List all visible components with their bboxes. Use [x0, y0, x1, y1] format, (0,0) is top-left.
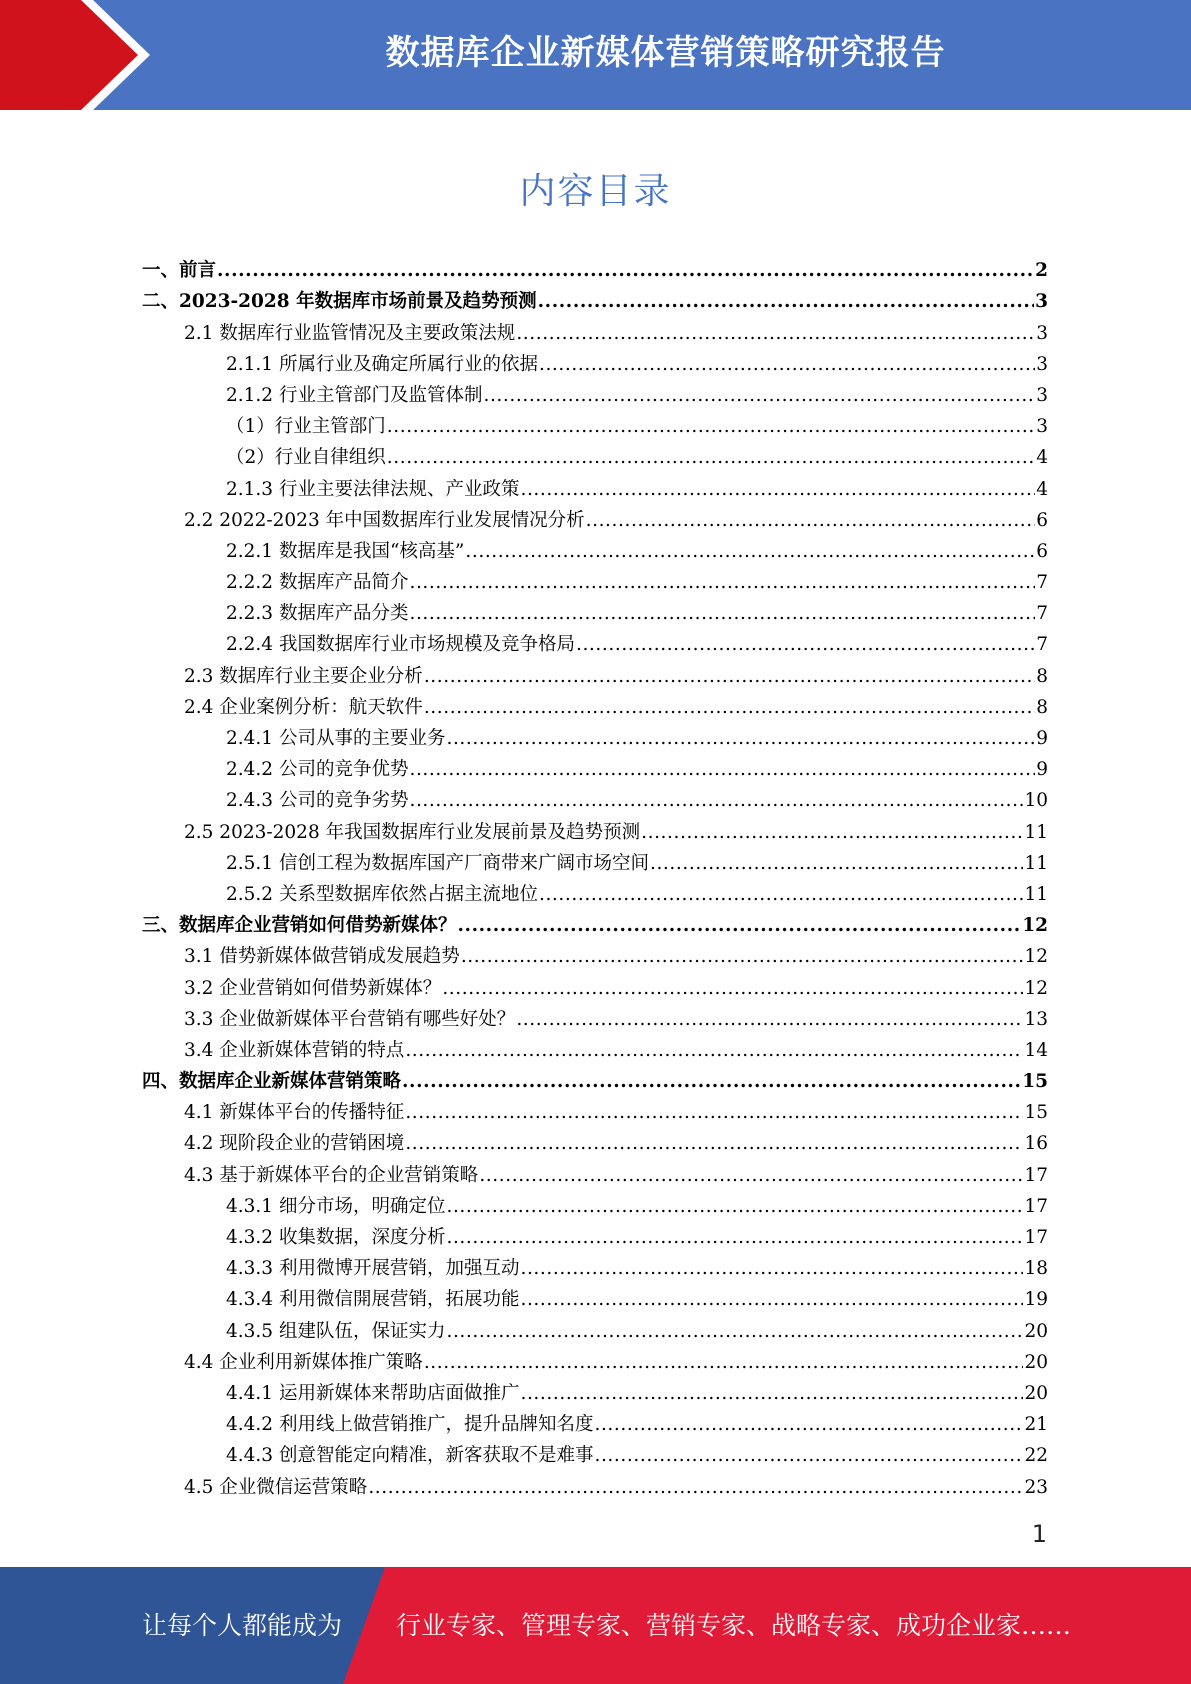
toc-entry-page: 12	[1022, 915, 1048, 937]
toc-entry-page: 21	[1024, 1414, 1048, 1436]
toc-entry-title: 二、2023-2028 年数据库市场前景及趋势预测	[142, 291, 537, 313]
report-title: 数据库企业新媒体营销策略研究报告	[385, 33, 946, 73]
toc-entry-title: 4.4.1 运用新媒体来帮助店面做推广	[226, 1382, 520, 1404]
header-chevron-arrow	[0, 0, 138, 110]
toc-entry-page: 22	[1024, 1445, 1048, 1467]
toc-entry[interactable]	[142, 1156, 1048, 1187]
toc-entry-title: 2.4.3 公司的竞争劣势	[226, 790, 409, 812]
toc-entry[interactable]	[142, 377, 1048, 408]
toc-entry[interactable]	[142, 813, 1048, 844]
toc-dot-leader	[409, 602, 1035, 626]
toc-entry[interactable]	[142, 1125, 1048, 1156]
toc-entry[interactable]	[142, 751, 1048, 782]
toc-entry-title: 2.1 数据库行业监管情况及主要政策法规	[184, 322, 516, 344]
toc-entry-title: 4.5 企业微信运营策略	[184, 1476, 368, 1498]
toc-entry-page: 7	[1036, 572, 1048, 594]
toc-dot-leader	[520, 1382, 1023, 1406]
toc-entry-page: 15	[1022, 1071, 1048, 1093]
toc-entry-page: 15	[1024, 1102, 1048, 1124]
toc-entry-title: 2.4.1 公司从事的主要业务	[226, 728, 446, 749]
toc-entry-page: 17	[1024, 1227, 1048, 1248]
toc-entry[interactable]	[142, 1281, 1048, 1312]
toc-entry-page: 10	[1024, 790, 1048, 812]
toc-entry-page: 17	[1024, 1164, 1048, 1186]
toc-entry-title: 4.4 企业利用新媒体推广策略	[184, 1351, 423, 1373]
toc-entry[interactable]	[142, 1001, 1048, 1032]
toc-entry[interactable]	[142, 1375, 1048, 1406]
table-of-contents	[142, 252, 1048, 1500]
toc-dot-leader	[586, 509, 1036, 533]
toc-entry-page: 9	[1036, 728, 1048, 749]
toc-entry-page: 12	[1024, 977, 1048, 999]
toc-entry[interactable]	[142, 1437, 1048, 1468]
toc-entry[interactable]	[142, 1032, 1048, 1063]
toc-entry-page: 8	[1036, 696, 1048, 718]
footer-slogan-left: 让每个人都能成为	[142, 1611, 343, 1640]
toc-entry-title: 2.4 企业案例分析：航天软件	[184, 696, 423, 718]
toc-entry-title: 4.1 新媒体平台的传播特征	[184, 1102, 405, 1124]
toc-entry-page: 19	[1024, 1289, 1048, 1311]
toc-entry-page: 23	[1024, 1476, 1048, 1498]
toc-dot-leader	[368, 1476, 1023, 1500]
toc-dot-leader	[520, 1257, 1023, 1281]
toc-dot-leader	[424, 696, 1035, 720]
toc-entry[interactable]	[142, 533, 1048, 564]
toc-entry[interactable]	[142, 595, 1048, 626]
toc-entry[interactable]	[142, 346, 1048, 377]
toc-dot-leader	[594, 1413, 1023, 1437]
toc-entry-page: 14	[1024, 1039, 1048, 1061]
toc-dot-leader	[409, 789, 1023, 813]
toc-entry[interactable]	[142, 1344, 1048, 1375]
toc-entry-page: 3	[1036, 353, 1048, 375]
toc-dot-leader	[576, 633, 1035, 657]
toc-entry-title: 3.1 借势新媒体做营销成发展趋势	[184, 946, 460, 968]
toc-entry-page: 20	[1024, 1382, 1048, 1404]
toc-dot-leader	[446, 1226, 1023, 1250]
toc-entry-page: 6	[1036, 540, 1048, 562]
toc-entry-page: 8	[1036, 665, 1048, 687]
toc-entry-title: 4.3 基于新媒体平台的企业营销策略	[184, 1164, 479, 1186]
toc-entry[interactable]	[142, 969, 1048, 1000]
toc-entry-title: 3.2 企业营销如何借势新媒体？	[184, 977, 442, 999]
toc-dot-leader	[424, 1351, 1024, 1375]
toc-entry-page: 11	[1024, 883, 1048, 905]
toc-entry-page: 17	[1024, 1195, 1048, 1217]
toc-entry-page: 2	[1035, 260, 1048, 282]
toc-entry-title: 2.5 2023-2028 年我国数据库行业发展前景及趋势预测	[184, 821, 641, 843]
toc-dot-leader	[217, 259, 1034, 283]
toc-dot-leader	[539, 353, 1035, 377]
toc-dot-leader	[446, 1320, 1023, 1344]
toc-dot-leader	[461, 945, 1024, 969]
toc-entry[interactable]	[142, 1406, 1048, 1437]
toc-dot-leader	[539, 883, 1023, 907]
toc-dot-leader	[405, 1039, 1023, 1063]
toc-dot-leader	[483, 384, 1035, 408]
toc-entry-title: 2.2.3 数据库产品分类	[226, 603, 409, 625]
toc-entry-page: 16	[1024, 1133, 1048, 1155]
toc-dot-leader	[424, 665, 1035, 689]
toc-entry-title: 2.2.1 数据库是我国“核高基”	[226, 540, 465, 562]
toc-entry-page: 20	[1024, 1320, 1048, 1342]
toc-entry-title: 2.2 2022-2023 年中国数据库行业发展情况分析	[184, 509, 585, 531]
toc-entry[interactable]	[142, 283, 1048, 314]
toc-entry-title: 4.4.2 利用线上做营销推广，提升品牌知名度	[226, 1414, 594, 1436]
toc-entry[interactable]	[142, 564, 1048, 595]
toc-entry-page: 3	[1036, 322, 1048, 344]
toc-dot-leader	[520, 1288, 1023, 1312]
toc-entry[interactable]	[142, 1063, 1048, 1094]
toc-entry-page: 4	[1036, 478, 1048, 500]
toc-entry-title: 四、数据库企业新媒体营销策略	[142, 1071, 402, 1093]
toc-entry-page: 6	[1036, 509, 1048, 531]
toc-dot-leader	[538, 290, 1035, 314]
page-number: 1	[1031, 1520, 1047, 1548]
toc-dot-leader	[405, 1101, 1023, 1125]
toc-entry[interactable]	[142, 470, 1048, 501]
toc-entry[interactable]	[142, 1250, 1048, 1281]
toc-entry-page: 3	[1036, 384, 1048, 406]
toc-dot-leader	[402, 1070, 1021, 1094]
toc-dot-leader	[387, 415, 1035, 439]
toc-dot-leader	[458, 914, 1022, 938]
toc-dot-leader	[409, 571, 1035, 595]
toc-dot-leader	[442, 977, 1023, 1001]
toc-entry-title: 2.1.1 所属行业及确定所属行业的依据	[226, 353, 538, 375]
toc-entry[interactable]	[142, 720, 1048, 751]
toc-entry[interactable]	[142, 938, 1048, 969]
toc-entry-title: 2.2.2 数据库产品简介	[226, 572, 409, 594]
toc-entry[interactable]	[142, 1219, 1048, 1250]
toc-dot-leader	[594, 1444, 1023, 1468]
toc-dot-leader	[409, 758, 1035, 782]
toc-entry-title: 2.2.4 我国数据库行业市场规模及竞争格局	[226, 634, 575, 656]
toc-dot-leader	[520, 478, 1035, 502]
toc-dot-leader	[465, 540, 1035, 564]
toc-entry-title: 2.3 数据库行业主要企业分析	[184, 665, 423, 687]
toc-entry[interactable]	[142, 689, 1048, 720]
toc-entry[interactable]	[142, 502, 1048, 533]
toc-dot-leader	[641, 821, 1023, 845]
toc-entry[interactable]	[142, 876, 1048, 907]
toc-entry-page: 4	[1036, 447, 1048, 469]
toc-entry[interactable]	[142, 1312, 1048, 1343]
toc-entry-title: 2.1.3 行业主要法律法规、产业政策	[226, 478, 520, 500]
toc-heading: 内容目录	[519, 171, 672, 212]
toc-entry[interactable]	[142, 907, 1048, 938]
toc-entry-title: 一、前言	[142, 260, 217, 282]
toc-entry-page: 3	[1035, 291, 1048, 313]
toc-entry-title: 4.3.3 利用微博开展营销，加强互动	[226, 1258, 520, 1280]
toc-entry-page: 18	[1024, 1258, 1048, 1280]
toc-dot-leader	[405, 1132, 1023, 1156]
toc-entry[interactable]	[142, 439, 1048, 470]
toc-entry-page: 11	[1024, 852, 1048, 874]
toc-entry-page: 7	[1036, 634, 1048, 656]
toc-entry-title: 3.4 企业新媒体营销的特点	[184, 1039, 405, 1061]
toc-entry[interactable]	[142, 1188, 1048, 1219]
toc-entry-page: 9	[1036, 759, 1048, 781]
toc-entry[interactable]	[142, 782, 1048, 813]
toc-entry-title: （1）行业主管部门	[226, 416, 386, 438]
toc-entry[interactable]	[142, 626, 1048, 657]
toc-entry-page: 3	[1036, 416, 1048, 438]
toc-entry-title: 4.3.2 收集数据，深度分析	[226, 1227, 446, 1248]
toc-entry[interactable]	[142, 1094, 1048, 1125]
toc-entry-title: （2）行业自律组织	[226, 447, 386, 469]
toc-entry-page: 12	[1024, 946, 1048, 968]
toc-dot-leader	[516, 1008, 1023, 1032]
toc-entry[interactable]	[142, 845, 1048, 876]
toc-entry-title: 2.5.2 关系型数据库依然占据主流地位	[226, 883, 538, 905]
toc-entry[interactable]	[142, 408, 1048, 439]
toc-dot-leader	[446, 727, 1035, 751]
toc-entry-page: 13	[1024, 1008, 1048, 1030]
toc-entry[interactable]	[142, 252, 1048, 283]
toc-dot-leader	[650, 852, 1023, 876]
toc-entry-title: 4.4.3 创意智能定向精准，新客获取不是难事	[226, 1445, 594, 1467]
toc-entry[interactable]	[142, 314, 1048, 345]
toc-entry-title: 3.3 企业做新媒体平台营销有哪些好处？	[184, 1008, 516, 1030]
toc-entry-title: 4.3.4 利用微信開展营销，拓展功能	[226, 1289, 520, 1311]
toc-dot-leader	[516, 322, 1035, 346]
footer-slogan-right: 行业专家、管理专家、营销专家、战略专家、成功企业家……	[396, 1611, 1072, 1640]
toc-entry-title: 2.1.2 行业主管部门及监管体制	[226, 384, 483, 406]
toc-dot-leader	[479, 1164, 1023, 1188]
header-band	[0, 0, 1191, 110]
footer-band	[0, 1567, 1191, 1684]
toc-entry-title: 4.2 现阶段企业的营销困境	[184, 1133, 405, 1155]
toc-entry-title: 2.4.2 公司的竞争优势	[226, 759, 409, 781]
toc-entry-page: 7	[1036, 603, 1048, 625]
toc-entry[interactable]	[142, 657, 1048, 688]
toc-dot-leader	[387, 446, 1035, 470]
toc-entry-title: 4.3.1 细分市场，明确定位	[226, 1195, 446, 1217]
toc-entry-title: 4.3.5 组建队伍，保证实力	[226, 1320, 446, 1342]
toc-entry-title: 三、数据库企业营销如何借势新媒体？	[142, 915, 457, 937]
toc-entry[interactable]	[142, 1468, 1048, 1499]
toc-entry-page: 11	[1024, 821, 1048, 843]
toc-entry-page: 20	[1024, 1351, 1048, 1373]
toc-entry-title: 2.5.1 信创工程为数据库国产厂商带来广阔市场空间	[226, 852, 649, 874]
toc-dot-leader	[446, 1195, 1023, 1219]
